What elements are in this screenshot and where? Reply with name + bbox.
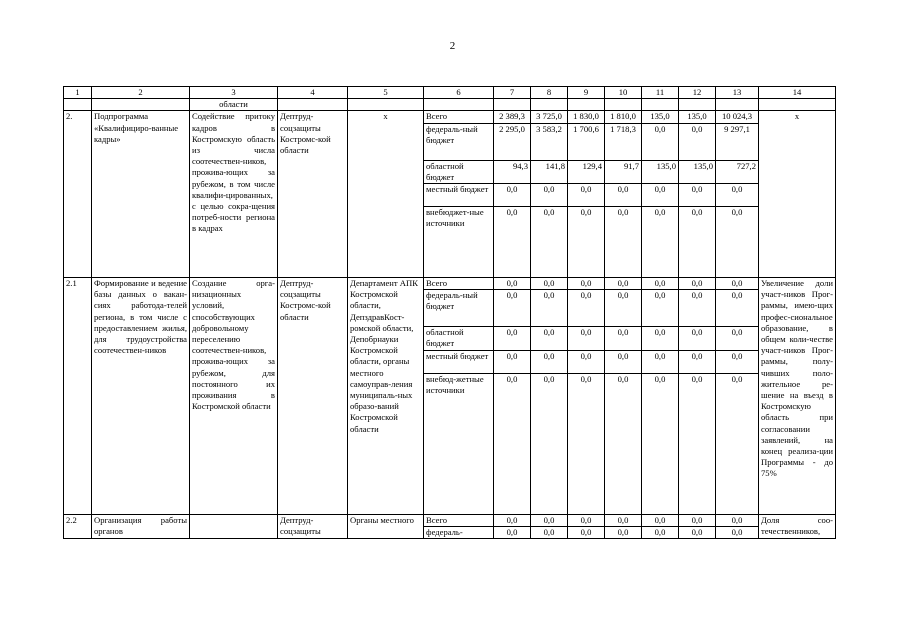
expected-result: Доля соо-течественников, [759,514,836,538]
funding-source: Всего [424,514,494,526]
funding-value: 0,0 [494,350,531,373]
carry-over-row [64,99,836,111]
funding-value: 2 389,3 [494,111,531,123]
funding-value: 3 583,2 [531,123,568,160]
funding-value: 0,0 [642,514,679,526]
funding-source: областной бюджет [424,327,494,350]
table-cell [424,99,494,111]
funding-value: 0,0 [605,514,642,526]
co-executors: х [348,111,424,278]
funding-value: 0,0 [605,290,642,327]
funding-value: 0,0 [642,373,679,514]
funding-value: 0,0 [679,350,716,373]
funding-value: 727,2 [716,160,759,183]
funding-value: 0,0 [642,278,679,290]
table-cell [278,99,348,111]
funding-value: 1 810,0 [605,111,642,123]
item-name: Организация работы органов [92,514,190,538]
funding-value: 0,0 [716,184,759,207]
funding-value: 0,0 [568,373,605,514]
funding-value: 135,0 [642,160,679,183]
funding-value: 0,0 [679,514,716,526]
header-row [64,87,836,99]
co-executors: Органы местного [348,514,424,538]
funding-value: 141,8 [531,160,568,183]
table-row [64,111,836,123]
funding-value: 0,0 [679,207,716,278]
funding-value: 0,0 [494,278,531,290]
row-number: 2.1 [64,278,92,515]
carry-over-text: области [190,99,278,111]
funding-value: 0,0 [679,123,716,160]
funding-value: 0,0 [642,327,679,350]
funding-value: 0,0 [642,123,679,160]
funding-value: 0,0 [679,373,716,514]
table-cell [759,99,836,111]
funding-value: 0,0 [679,526,716,538]
column-header: 10 [605,87,642,99]
table-cell [494,99,531,111]
funding-value: 0,0 [605,278,642,290]
table-cell [568,99,605,111]
row-number: 2.2 [64,514,92,538]
program-table [63,86,836,539]
column-header: 8 [531,87,568,99]
funding-value: 0,0 [679,290,716,327]
table-row [64,278,836,290]
funding-value: 0,0 [716,350,759,373]
table-cell [716,99,759,111]
table-cell [92,99,190,111]
funding-value: 0,0 [716,278,759,290]
funding-value: 0,0 [605,526,642,538]
column-header: 12 [679,87,716,99]
funding-value: 0,0 [568,327,605,350]
funding-value: 0,0 [568,514,605,526]
funding-value: 1 830,0 [568,111,605,123]
funding-value: 0,0 [494,373,531,514]
funding-value: 3 725,0 [531,111,568,123]
funding-value: 0,0 [568,207,605,278]
responsible-executor: Дептруд-соцзащиты Костромс-кой области [278,278,348,515]
table-cell [348,99,424,111]
table-row [64,514,836,526]
funding-source: Всего [424,111,494,123]
funding-value: 0,0 [568,350,605,373]
item-name: Подпрограмма «Квалифициро-ванные кадры» [92,111,190,278]
funding-value: 0,0 [531,184,568,207]
funding-source: федераль- [424,526,494,538]
responsible-executor: Дептруд-соцзащиты [278,514,348,538]
column-header: 1 [64,87,92,99]
table-cell [531,99,568,111]
funding-value: 0,0 [679,327,716,350]
page-number: 2 [449,40,456,52]
funding-value: 0,0 [716,373,759,514]
funding-value: 0,0 [531,327,568,350]
funding-value: 0,0 [716,327,759,350]
funding-value: 0,0 [494,184,531,207]
funding-value: 0,0 [531,278,568,290]
table-cell [605,99,642,111]
funding-value: 135,0 [679,111,716,123]
table-cell [64,99,92,111]
funding-value: 1 718,3 [605,123,642,160]
item-goal: Содействие притоку кадров в Костромскую область из числа соотечествен-ников, прожива-ющих за рубежом, в том числе квалифи-цированных, с целью сокра-щения потреб-ности региона в кадрах [190,111,278,278]
funding-value: 0,0 [716,526,759,538]
funding-source: внебюджет-ные источники [424,207,494,278]
funding-source: федераль-ный бюджет [424,123,494,160]
column-header: 7 [494,87,531,99]
column-header: 3 [190,87,278,99]
funding-value: 9 297,1 [716,123,759,160]
funding-value: 0,0 [716,207,759,278]
funding-value: 135,0 [679,160,716,183]
funding-value: 94,3 [494,160,531,183]
funding-value: 0,0 [716,290,759,327]
funding-value: 0,0 [605,207,642,278]
funding-value: 2 295,0 [494,123,531,160]
funding-value: 0,0 [642,350,679,373]
funding-value: 0,0 [494,526,531,538]
funding-value: 0,0 [568,290,605,327]
column-header: 14 [759,87,836,99]
funding-value: 0,0 [605,327,642,350]
funding-value: 1 700,6 [568,123,605,160]
funding-value: 0,0 [494,514,531,526]
funding-source: областной бюджет [424,160,494,183]
funding-value: 0,0 [568,184,605,207]
funding-value: 91,7 [605,160,642,183]
column-header: 13 [716,87,759,99]
funding-source: Всего [424,278,494,290]
column-header: 9 [568,87,605,99]
table-cell [679,99,716,111]
column-header: 4 [278,87,348,99]
funding-value: 0,0 [494,327,531,350]
funding-value: 0,0 [568,526,605,538]
column-header: 11 [642,87,679,99]
table-cell [642,99,679,111]
co-executors: Департамент АПК Костромской области, ДепздравКост-ромской области, Депобрнауки Костромской области, органы местного самоуправ-ления муниципаль-ных образо-ваний Костромской области [348,278,424,515]
funding-value: 0,0 [494,207,531,278]
funding-value: 0,0 [568,278,605,290]
funding-value: 0,0 [605,350,642,373]
funding-source: местный бюджет [424,350,494,373]
funding-value: 0,0 [642,290,679,327]
row-number: 2. [64,111,92,278]
expected-result: Увеличение доли участ-ников Прог-раммы, имею-щих профес-сиональное образование, в общем коли-честве участ-ников Прог-раммы, полу-чивших поло-жительное ре-шение на въезд в Костромскую область при согласовании заявлений, на конец реализа-ции Программы - до 75% [759,278,836,515]
funding-value: 129,4 [568,160,605,183]
funding-value: 0,0 [494,290,531,327]
funding-value: 0,0 [679,184,716,207]
funding-value: 0,0 [605,184,642,207]
funding-value: 0,0 [679,278,716,290]
funding-value: 0,0 [605,373,642,514]
funding-value: 0,0 [531,514,568,526]
column-header: 6 [424,87,494,99]
funding-source: федераль-ный бюджет [424,290,494,327]
funding-value: 0,0 [531,350,568,373]
funding-source: местный бюджет [424,184,494,207]
column-header: 5 [348,87,424,99]
funding-value: 0,0 [642,184,679,207]
funding-value: 0,0 [531,526,568,538]
funding-value: 0,0 [531,290,568,327]
item-goal: Создание орга-низационных условий, способствующих добровольному переселению соотечествен-ников, прожива-ющих за рубежом, для постоянного их проживания в Костромской области [190,278,278,515]
funding-value: 0,0 [716,514,759,526]
funding-value: 135,0 [642,111,679,123]
item-goal [190,514,278,538]
funding-value: 0,0 [531,373,568,514]
funding-source: внебюд-жетные источники [424,373,494,514]
item-name: Формирование и ведение базы данных о вакан-сиях работода-телей региона, в том числе с предоставлением жилья, для трудоустройства соотечествен-ников [92,278,190,515]
expected-result: х [759,111,836,278]
funding-value: 0,0 [642,526,679,538]
responsible-executor: Дептруд-соцзащиты Костромс-кой области [278,111,348,278]
funding-value: 0,0 [642,207,679,278]
column-header: 2 [92,87,190,99]
funding-value: 10 024,3 [716,111,759,123]
funding-value: 0,0 [531,207,568,278]
